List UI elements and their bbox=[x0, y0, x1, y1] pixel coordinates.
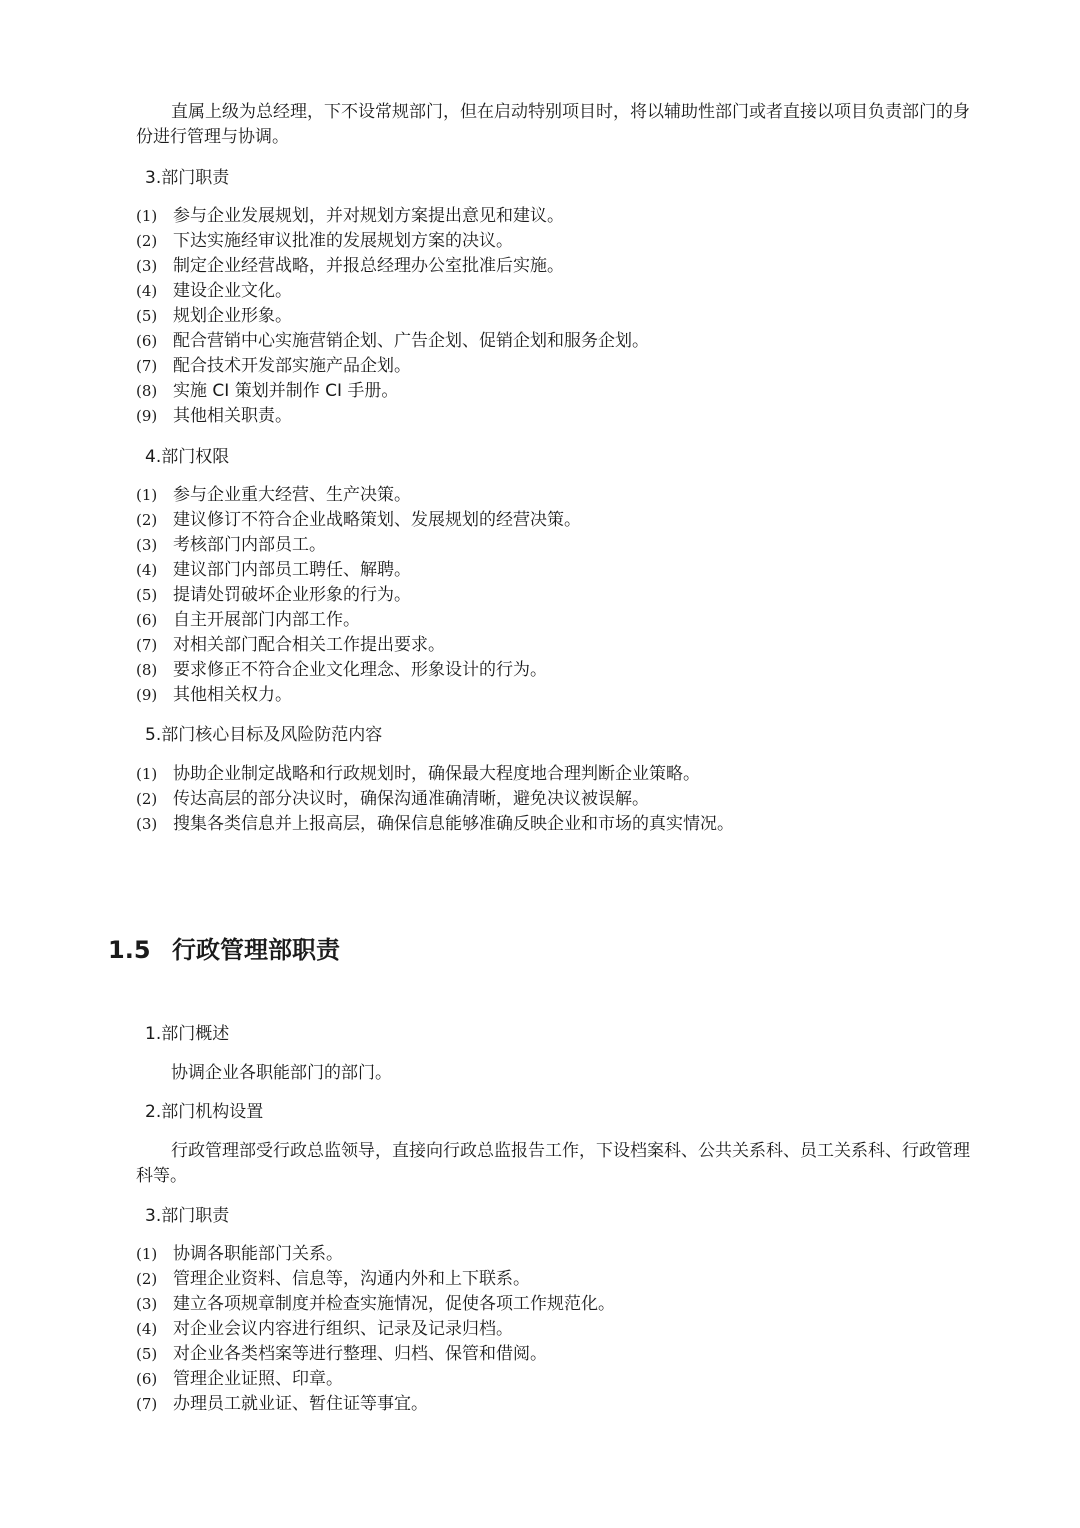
item-text: 建立各项规章制度并检查实施情况，促使各项工作规范化。 bbox=[173, 1294, 615, 1314]
item-text: 考核部门内部员工。 bbox=[173, 535, 326, 555]
list-item bbox=[136, 254, 649, 279]
item-number: (7) bbox=[136, 357, 158, 375]
item-text: 下达实施经审议批准的发展规划方案的决议。 bbox=[173, 231, 513, 251]
item-text: 对企业各类档案等进行整理、归档、保管和借阅。 bbox=[173, 1344, 547, 1364]
overview-heading: 1.部门概述 bbox=[145, 1024, 230, 1044]
item-text: 制定企业经营战略，并报总经理办公室批准后实施。 bbox=[173, 256, 564, 276]
list-item bbox=[136, 404, 649, 429]
item-number: (5) bbox=[136, 586, 158, 604]
item-number: (6) bbox=[136, 332, 158, 350]
list-item bbox=[136, 608, 581, 633]
goals-list bbox=[136, 762, 734, 837]
item-number: (4) bbox=[136, 1320, 158, 1338]
section-number: 1.5 bbox=[108, 936, 151, 964]
list-item bbox=[136, 533, 581, 558]
list-item bbox=[136, 1242, 615, 1267]
item-text: 建议部门内部员工聘任、解聘。 bbox=[173, 560, 411, 580]
list-item bbox=[136, 1342, 615, 1367]
duties-heading: 3.部门职责 bbox=[145, 168, 230, 188]
duties-list bbox=[136, 204, 649, 429]
item-text: 传达高层的部分决议时，确保沟通准确清晰，避免决议被误解。 bbox=[173, 789, 649, 809]
item-number: (9) bbox=[136, 686, 158, 704]
list-item bbox=[136, 1267, 615, 1292]
list-item bbox=[136, 229, 649, 254]
section-duties-list bbox=[136, 1242, 615, 1417]
list-item bbox=[136, 1367, 615, 1392]
structure-paragraph: 行政管理部受行政总监领导，直接向行政总监报告工作，下设档案科、公共关系科、员工关系科、行政管理科等。 bbox=[136, 1141, 970, 1186]
item-text: 规划企业形象。 bbox=[173, 306, 292, 326]
item-text: 办理员工就业证、暂住证等事宜。 bbox=[173, 1394, 428, 1414]
powers-list bbox=[136, 483, 581, 708]
item-text: 建设企业文化。 bbox=[173, 281, 292, 301]
item-text: 参与企业发展规划，并对规划方案提出意见和建议。 bbox=[173, 206, 564, 226]
list-item bbox=[136, 379, 649, 404]
item-number: (5) bbox=[136, 1345, 158, 1363]
item-number: (2) bbox=[136, 1270, 158, 1288]
list-item bbox=[136, 812, 734, 837]
item-text: 协助企业制定战略和行政规划时，确保最大程度地合理判断企业策略。 bbox=[173, 764, 700, 784]
list-item bbox=[136, 304, 649, 329]
list-item bbox=[136, 329, 649, 354]
item-text: 要求修正不符合企业文化理念、形象设计的行为。 bbox=[173, 660, 547, 680]
list-item bbox=[136, 762, 734, 787]
item-number: (3) bbox=[136, 1295, 158, 1313]
item-number: (2) bbox=[136, 790, 158, 808]
section-duties-heading: 3.部门职责 bbox=[145, 1206, 230, 1226]
item-text: 配合营销中心实施营销企划、广告企划、促销企划和服务企划。 bbox=[173, 331, 649, 351]
item-text: 管理企业资料、信息等，沟通内外和上下联系。 bbox=[173, 1269, 530, 1289]
item-number: (8) bbox=[136, 382, 158, 400]
item-number: (7) bbox=[136, 636, 158, 654]
item-text: 自主开展部门内部工作。 bbox=[173, 610, 360, 630]
item-number: (3) bbox=[136, 815, 158, 833]
item-text: 对企业会议内容进行组织、记录及记录归档。 bbox=[173, 1319, 513, 1339]
item-number: (7) bbox=[136, 1395, 158, 1413]
item-number: (3) bbox=[136, 536, 158, 554]
item-text: 实施 CI 策划并制作 CI 手册。 bbox=[173, 381, 399, 401]
item-text: 其他相关职责。 bbox=[173, 406, 292, 426]
list-item bbox=[136, 583, 581, 608]
overview-paragraph: 协调企业各职能部门的部门。 bbox=[171, 1063, 392, 1083]
item-text: 建议修订不符合企业战略策划、发展规划的经营决策。 bbox=[173, 510, 581, 530]
item-number: (5) bbox=[136, 307, 158, 325]
item-number: (3) bbox=[136, 257, 158, 275]
list-item bbox=[136, 204, 649, 229]
item-number: (2) bbox=[136, 511, 158, 529]
item-number: (8) bbox=[136, 661, 158, 679]
list-item bbox=[136, 483, 581, 508]
list-item bbox=[136, 1292, 615, 1317]
item-number: (2) bbox=[136, 232, 158, 250]
item-number: (9) bbox=[136, 407, 158, 425]
list-item bbox=[136, 658, 581, 683]
list-item bbox=[136, 1317, 615, 1342]
item-number: (1) bbox=[136, 765, 158, 783]
section-title-text: 行政管理部职责 bbox=[172, 936, 340, 964]
item-text: 搜集各类信息并上报高层，确保信息能够准确反映企业和市场的真实情况。 bbox=[173, 814, 734, 834]
item-text: 对相关部门配合相关工作提出要求。 bbox=[173, 635, 445, 655]
item-text: 管理企业证照、印章。 bbox=[173, 1369, 343, 1389]
item-text: 协调各职能部门关系。 bbox=[173, 1244, 343, 1264]
item-text: 提请处罚破坏企业形象的行为。 bbox=[173, 585, 411, 605]
list-item bbox=[136, 633, 581, 658]
item-number: (4) bbox=[136, 561, 158, 579]
intro-paragraph: 直属上级为总经理，下不设常规部门，但在启动特别项目时，将以辅助性部门或者直接以项目负责部门的身份进行管理与协调。 bbox=[136, 102, 970, 147]
list-item bbox=[136, 1392, 615, 1417]
powers-heading: 4.部门权限 bbox=[145, 447, 230, 467]
list-item bbox=[136, 558, 581, 583]
item-number: (1) bbox=[136, 1245, 158, 1263]
item-number: (4) bbox=[136, 282, 158, 300]
item-text: 参与企业重大经营、生产决策。 bbox=[173, 485, 411, 505]
list-item bbox=[136, 279, 649, 304]
section-title bbox=[108, 933, 340, 967]
list-item bbox=[136, 354, 649, 379]
item-number: (1) bbox=[136, 486, 158, 504]
item-number: (6) bbox=[136, 1370, 158, 1388]
goals-heading: 5.部门核心目标及风险防范内容 bbox=[145, 725, 383, 745]
list-item bbox=[136, 683, 581, 708]
list-item bbox=[136, 787, 734, 812]
item-number: (6) bbox=[136, 611, 158, 629]
item-text: 其他相关权力。 bbox=[173, 685, 292, 705]
structure-heading: 2.部门机构设置 bbox=[145, 1102, 264, 1122]
list-item bbox=[136, 508, 581, 533]
item-number: (1) bbox=[136, 207, 158, 225]
item-text: 配合技术开发部实施产品企划。 bbox=[173, 356, 411, 376]
